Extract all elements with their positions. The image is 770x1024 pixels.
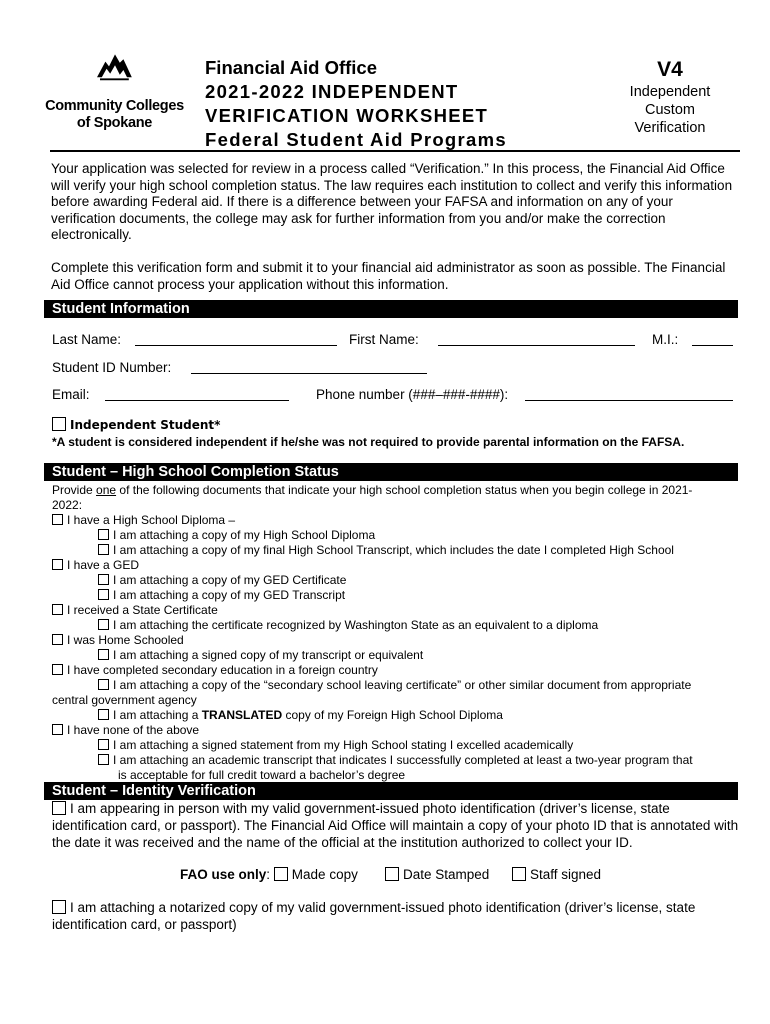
- year-title: 2021-2022 INDEPENDENT: [205, 81, 459, 102]
- student-id-field[interactable]: [191, 373, 427, 374]
- student-id-label: Student ID Number:: [52, 360, 172, 375]
- academic-transcript-checkbox[interactable]: [98, 754, 109, 765]
- worksheet-title: VERIFICATION WORKSHEET: [205, 105, 489, 126]
- hs-diploma-option: I have a High School Diploma –: [52, 513, 235, 528]
- ged-option: I have a GED: [52, 558, 139, 573]
- form-title: [205, 56, 507, 152]
- last-name-field[interactable]: [135, 345, 337, 346]
- independent-note: *A student is considered independent if he/she was not required to provide parental information on the FAFSA.: [52, 435, 685, 449]
- first-name-label: First Name:: [349, 332, 419, 347]
- home-schooled-checkbox[interactable]: [52, 634, 63, 645]
- mi-label: M.I.:: [652, 332, 679, 347]
- version-code: V4: [657, 58, 683, 81]
- hs-diploma-checkbox[interactable]: [52, 514, 63, 525]
- header-divider: [50, 150, 740, 152]
- email-field[interactable]: [105, 400, 289, 401]
- intro-paragraph: Your application was selected for review in a process called “Verification.” In this process, the Financial Aid Office will verify your high school completion status. The law requires each institution to collect and verify this information before awarding Federal aid. If there is a difference between your FAFSA and information on any of your verification documents, the college may ask for further information from you and/or make the correction electronically.: [51, 161, 733, 242]
- state-certificate-option: I received a State Certificate: [52, 603, 218, 618]
- version-block: V4 Independent Custom Verification: [620, 57, 720, 137]
- email-label: Email:: [52, 387, 90, 402]
- fao-use-row: FAO use only: Made copy: [180, 867, 358, 882]
- phone-label: Phone number (###–###-####):: [316, 387, 509, 402]
- none-checkbox[interactable]: [52, 724, 63, 735]
- first-name-field[interactable]: [438, 345, 635, 346]
- identity-heading: Student – Identity Verification: [44, 782, 738, 800]
- transcript-checkbox[interactable]: [98, 544, 109, 555]
- staff-signed-checkbox[interactable]: [512, 867, 526, 881]
- office-name: Financial Aid Office: [205, 57, 378, 78]
- independent-student-option: Independent Student*: [52, 417, 220, 432]
- ged-checkbox[interactable]: [52, 559, 63, 570]
- foreign-certificate-checkbox[interactable]: [98, 679, 109, 690]
- home-transcript-checkbox[interactable]: [98, 649, 109, 660]
- ged-certificate-option: I am attaching a copy of my GED Certificate: [98, 573, 346, 588]
- ged-transcript-option: I am attaching a copy of my GED Transcript: [98, 588, 345, 603]
- translated-diploma-option: I am attaching a TRANSLATED copy of my Foreign High School Diploma: [98, 708, 503, 723]
- home-transcript-option: I am attaching a signed copy of my transcript or equivalent: [98, 648, 423, 663]
- notarized-checkbox[interactable]: [52, 900, 66, 914]
- home-schooled-option: I was Home Schooled: [52, 633, 184, 648]
- program-name: Federal Student Aid Programs: [205, 129, 507, 150]
- diploma-copy-option: I am attaching a copy of my High School Diploma: [98, 528, 375, 543]
- staff-signed-option: Staff signed: [512, 867, 601, 882]
- date-stamped-option: Date Stamped: [385, 867, 489, 882]
- hs-completion-heading: Student – High School Completion Status: [44, 463, 738, 481]
- signed-statement-option: I am attaching a signed statement from my High School stating I excelled academically: [98, 738, 573, 753]
- college-name: Community Colleges of Spokane: [45, 98, 184, 131]
- inperson-checkbox[interactable]: [52, 801, 66, 815]
- independent-student-checkbox[interactable]: [52, 417, 66, 431]
- foreign-education-checkbox[interactable]: [52, 664, 63, 675]
- academic-transcript-option: I am attaching an academic transcript that indicates I successfully completed at least a two-year program that: [98, 753, 693, 768]
- last-name-label: Last Name:: [52, 332, 122, 347]
- state-certificate-attach-option: I am attaching the certificate recognized by Washington State as an equivalent to a diploma: [98, 618, 598, 633]
- transcript-option: I am attaching a copy of my final High School Transcript, which includes the date I completed High School: [98, 543, 674, 558]
- state-certificate-attach-checkbox[interactable]: [98, 619, 109, 630]
- state-certificate-checkbox[interactable]: [52, 604, 63, 615]
- none-option: I have none of the above: [52, 723, 199, 738]
- hs-intro: Provide one of the following documents that indicate your high school completion status when you begin college in 2021-: [52, 483, 693, 497]
- ged-transcript-checkbox[interactable]: [98, 589, 109, 600]
- college-logo: [45, 52, 185, 100]
- diploma-copy-checkbox[interactable]: [98, 529, 109, 540]
- foreign-certificate-option: I am attaching a copy of the “secondary school leaving certificate” or other similar document from appropriate: [98, 678, 691, 693]
- ged-certificate-checkbox[interactable]: [98, 574, 109, 585]
- made-copy-checkbox[interactable]: [274, 867, 288, 881]
- foreign-education-option: I have completed secondary education in a foreign country: [52, 663, 378, 678]
- student-info-heading: Student Information: [44, 300, 738, 318]
- instructions-paragraph: Complete this verification form and submit it to your financial aid administrator as soon as possible. The Financial Aid Office cannot process your application without this information.: [51, 260, 726, 292]
- phone-field[interactable]: [525, 400, 733, 401]
- date-stamped-checkbox[interactable]: [385, 867, 399, 881]
- translated-diploma-checkbox[interactable]: [98, 709, 109, 720]
- mi-field[interactable]: [692, 345, 733, 346]
- notarized-option: I am attaching a notarized copy of my valid government-issued photo identification (driver’s license, state identification card, or passport): [52, 900, 696, 932]
- signed-statement-checkbox[interactable]: [98, 739, 109, 750]
- inperson-option: I am appearing in person with my valid government-issued photo identification (driver’s license, state identification card, or passport). The Financial Aid Office will maintain a copy of your photo ID that is annotated with the date it was received and the name of the official at the institution authorized to collect your ID.: [52, 801, 739, 850]
